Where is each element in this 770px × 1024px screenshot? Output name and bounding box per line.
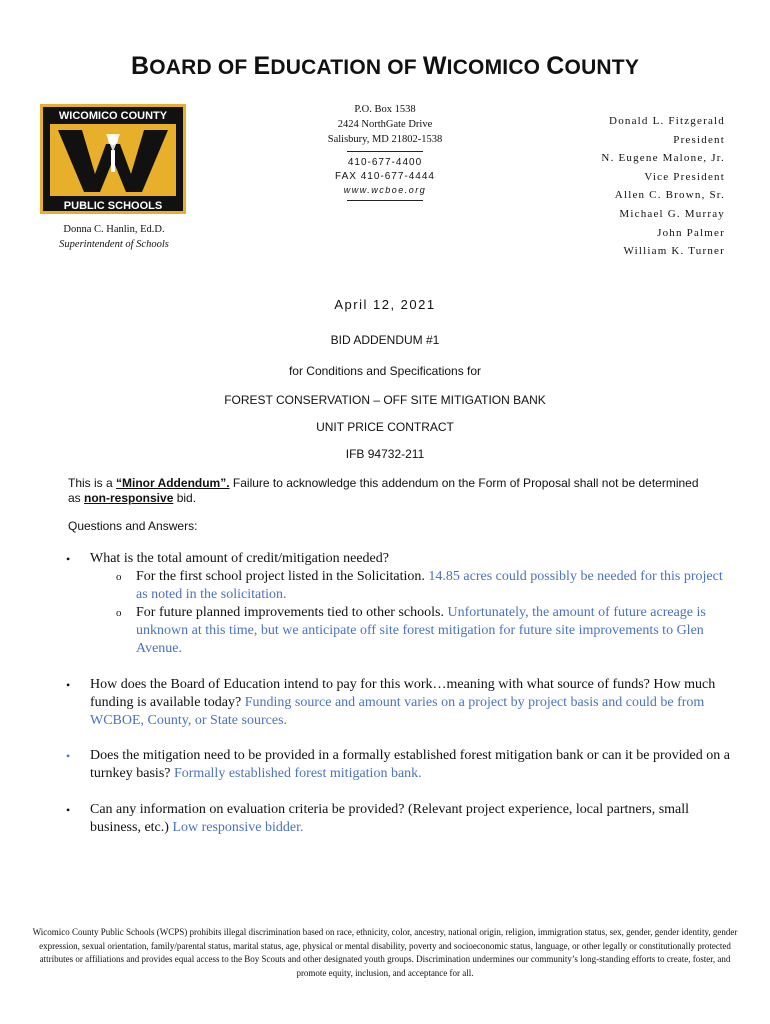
page-title	[0, 52, 770, 81]
board-line: President	[673, 133, 725, 146]
title-word-3: WICOMICO	[422, 52, 547, 80]
logo-bottom-text: PUBLIC SCHOOLS	[63, 200, 163, 212]
question-1	[62, 550, 732, 658]
board-line: Donald L. Fitzgerald	[609, 115, 725, 127]
ifb-number: IFB 94732-211	[345, 447, 425, 461]
project-name: FOREST CONSERVATION – OFF SITE MITIGATION BANK	[224, 393, 546, 407]
answer-2: Funding source and amount varies on a project by project basis and could be from WCBOE, County, or State sources.	[90, 695, 705, 728]
board-line: Allen C. Brown, Sr.	[614, 189, 725, 202]
board-line: N. Eugene Malone, Jr.	[601, 152, 725, 165]
answer-4: Low responsive bidder.	[172, 820, 304, 835]
minor-addendum-bold: “Minor Addendum”.	[116, 476, 230, 490]
title-word-1: BOARD OF	[130, 52, 254, 80]
address-line-3: Salisbury, MD 21802-1538	[327, 134, 443, 145]
title-word-4: COUNTY	[546, 52, 640, 80]
answer-1a: 14.85 acres could possibly be needed for this project as noted in the solicitation.	[136, 569, 723, 602]
addendum-number: BID ADDENDUM #1	[330, 333, 440, 347]
answer-3: Formally established forest mitigation bank.	[173, 766, 422, 781]
addendum-for-line: for Conditions and Specifications for	[288, 364, 482, 378]
address-divider-bottom	[347, 200, 423, 201]
website-link[interactable]: www.wcboe.org	[343, 185, 427, 195]
address-line-2: 2424 NorthGate Drive	[337, 119, 433, 130]
bullet: •	[66, 749, 71, 763]
question-1-sub-b: o For future planned improvements tied to other schools. Unfortunately, the amount of future acreage is unknown at this time, but we anticipate off site forest mitigation for future site improvements to Glen Avenue.	[116, 605, 706, 656]
non-responsive-bold: non-responsive	[84, 491, 174, 505]
minor-addendum-paragraph: This is a “Minor Addendum”. Failure to acknowledge this addendum on the Form of Proposal shall not be determined as non-responsive bid.	[68, 476, 699, 505]
question-3	[62, 747, 732, 783]
question-1-text: What is the total amount of credit/mitigation needed?	[90, 551, 389, 566]
bullet: •	[66, 678, 71, 692]
question-2-text: How does the Board of Education intend to pay for this work…meaning with what source of funds? How much funding is available today?	[90, 677, 716, 710]
contract-type: UNIT PRICE CONTRACT	[316, 420, 454, 434]
nondiscrimination-footer: Wicomico County Public Schools (WCPS) prohibits illegal discrimination based on race, ethnicity, color, ancestry, national origin, religion, immigration status, sex, gender, gender identity, gender expression, sexual orientation, family/parental status, marital status, age, physical or mental disability, poverty and socioeconomic status, language, or other legally or constitutionally protected attributes or affiliations and provides equal access to the Boy Scouts and other designated youth groups. Discrimination undermines our community’s long-standing efforts to create, foster, and promote equity, inclusion, and acceptance for all.	[32, 927, 738, 978]
board-line: Vice President	[644, 170, 725, 183]
question-4	[62, 801, 732, 837]
qa-label: Questions and Answers:	[68, 519, 198, 533]
answer-1b: Unfortunately, the amount of future acreage is unknown at this time, but we anticipate off site forest mitigation for future site improvements to Glen Avenue.	[136, 605, 706, 656]
board-line: William K. Turner	[623, 245, 725, 258]
superintendent-block	[30, 222, 198, 252]
sub-bullet: o	[116, 571, 122, 583]
fax-number: FAX 410-677-4444	[335, 171, 435, 182]
board-line: John Palmer	[657, 226, 725, 239]
phone-number: 410-677-4400	[347, 157, 423, 168]
address-divider	[347, 151, 423, 152]
logo-top-text: WICOMICO COUNTY	[58, 110, 168, 122]
bullet: •	[66, 552, 71, 566]
bullet: •	[66, 803, 71, 817]
question-1-sub-a: o For the first school project listed in the Solicitation. 14.85 acres could possibly be needed for this project as noted in the solicitation.	[116, 569, 723, 602]
board-members	[525, 112, 725, 261]
letter-date: April 12, 2021	[334, 297, 436, 312]
superintendent-name: Donna C. Hanlin, Ed.D.	[63, 224, 165, 235]
title-word-2: EDUCATION OF	[253, 52, 423, 80]
question-3-text: Does the mitigation need to be provided in a formally established forest mitigation bank or can it be provided on a turnkey basis?	[90, 748, 730, 781]
board-line: Michael G. Murray	[619, 207, 725, 220]
superintendent-title: Superintendent of Schools	[59, 239, 169, 250]
sub-bullet: o	[116, 607, 122, 619]
school-logo	[40, 104, 186, 214]
address-block	[305, 102, 465, 205]
address-line-1: P.O. Box 1538	[354, 104, 416, 115]
question-4-text: Can any information on evaluation criteria be provided? (Relevant project experience, local partners, small business, etc.)	[90, 802, 690, 835]
question-2	[62, 676, 732, 730]
